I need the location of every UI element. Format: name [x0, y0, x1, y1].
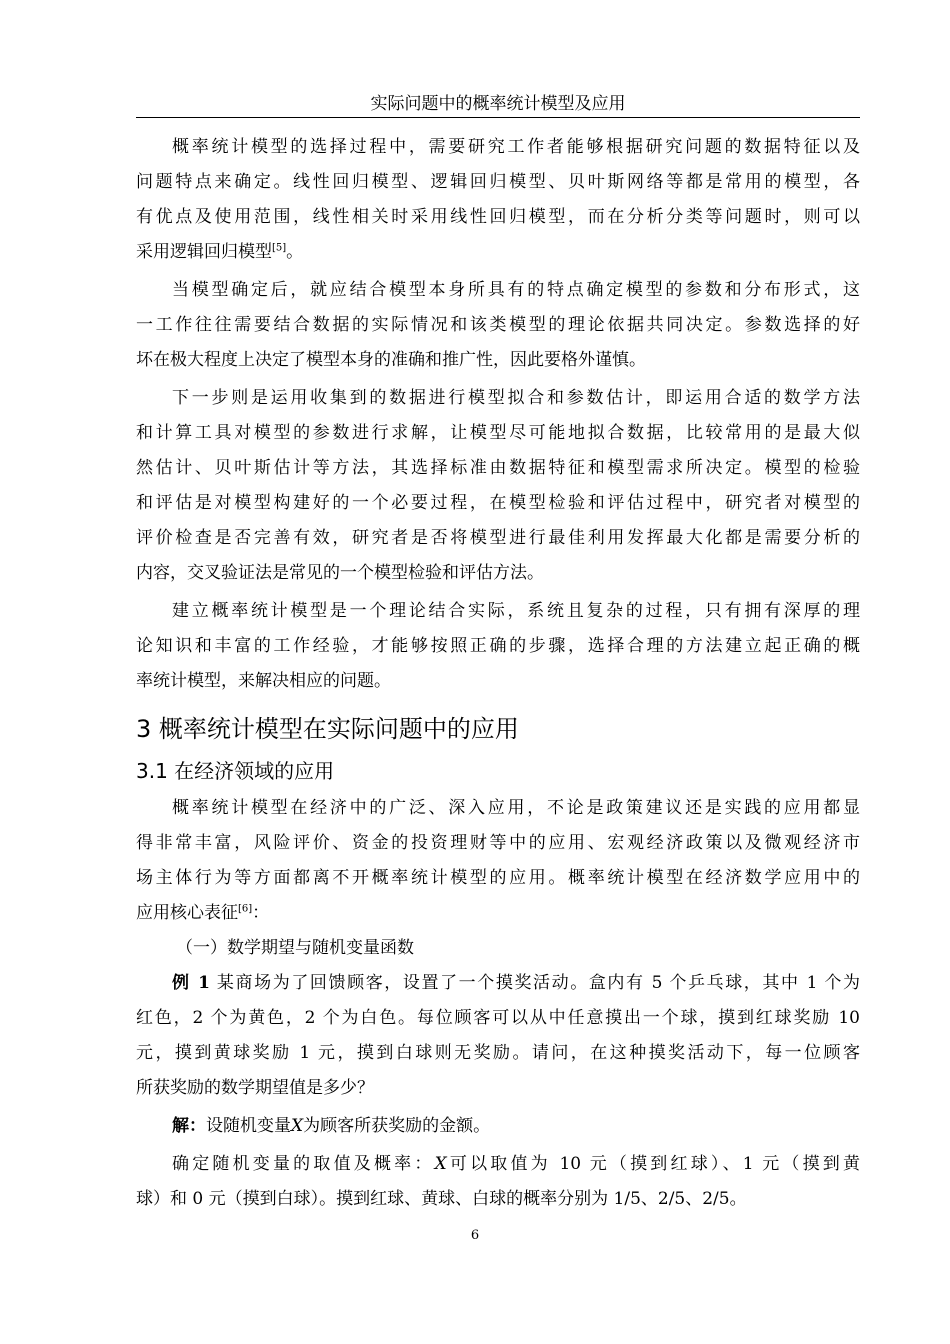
text-line: 所获奖励的数学期望值是多少？	[136, 1078, 374, 1098]
text-line: 红色，2 个为黄色，2 个为白色。每位顾客可以从中任意摸出一个球，摸到红球奖励 10	[136, 1008, 860, 1028]
text-line: 建立概率统计模型是一个理论结合实际，系统且复杂的过程，只有拥有深厚的理	[172, 601, 860, 621]
text-line: 当模型确定后，就应结合模型本身所具有的特点确定模型的参数和分布形式，这	[172, 280, 860, 300]
math-variable: X	[291, 1116, 304, 1136]
paragraph-economics	[136, 791, 860, 931]
example-block	[136, 966, 860, 1106]
text-line: 内容，交叉验证法是常见的一个模型检验和评估方法。	[136, 563, 544, 583]
page-number: 6	[470, 1228, 480, 1243]
text-line	[136, 896, 860, 931]
paragraph-model-fitting	[136, 381, 860, 591]
text-line	[136, 1147, 860, 1182]
solution-line	[136, 1109, 860, 1144]
text-run: 设随机变量	[206, 1116, 291, 1136]
subsection-heading: 3.1 在经济领域的应用	[136, 759, 335, 783]
text-line: 概率统计模型在经济中的广泛、深入应用，不论是政策建议还是实践的应用都显	[172, 798, 860, 818]
paragraph-model-building	[136, 594, 860, 699]
text-line: 概率统计模型的选择过程中，需要研究工作者能够根据研究问题的数据特征以及	[172, 137, 860, 157]
section-heading: 3 概率统计模型在实际问题中的应用	[136, 715, 519, 743]
text-line: 评价检查是否完善有效，研究者是否将模型进行最佳利用发挥最大化都是需要分析的	[136, 528, 860, 548]
text-line: 球）和 0 元（摸到白球）。摸到红球、黄球、白球的概率分别为 1/5、2/5、2/5。	[136, 1189, 747, 1209]
text-line: 得非常丰富，风险评价、资金的投资理财等中的应用、宏观经济政策以及微观经济市	[136, 833, 860, 853]
running-header: 实际问题中的概率统计模型及应用	[370, 94, 626, 114]
text-line: 论知识和丰富的工作经验，才能够按照正确的步骤，选择合理的方法建立起正确的概	[136, 636, 860, 656]
citation-ref: [5]	[272, 242, 287, 254]
text-line: 下一步则是运用收集到的数据进行模型拟合和参数估计，即运用合适的数学方法	[172, 388, 860, 408]
text-run: 应用核心表征	[136, 903, 238, 923]
paragraph-values	[136, 1147, 860, 1217]
example-label: 例 1	[172, 973, 210, 993]
text-line: 和计算工具对模型的参数进行求解，让模型尽可能地拟合数据，比较常用的是最大似	[136, 423, 860, 443]
header-rule	[136, 117, 860, 118]
body-text	[136, 130, 860, 1217]
text-run: 为顾客所获奖励的金额。	[303, 1116, 491, 1136]
text-line	[136, 966, 860, 1001]
text-line: 和评估是对模型构建好的一个必要过程，在模型检验和评估过程中，研究者对模型的	[136, 493, 860, 513]
citation-ref: [6]	[238, 903, 253, 915]
text-line: 坏在极大程度上决定了模型本身的准确和推广性，因此要格外谨慎。	[136, 350, 646, 370]
text-run: ：	[252, 903, 270, 923]
text-line	[136, 235, 860, 270]
text-run: 。	[286, 242, 304, 262]
text-line: 元，摸到黄球奖励 1 元，摸到白球则无奖励。请问，在这种摸奖活动下，每一位顾客	[136, 1043, 860, 1063]
sub-item-heading: （一）数学期望与随机变量函数	[176, 938, 414, 958]
text-line: 然估计、贝叶斯估计等方法，其选择标准由数据特征和模型需求所决定。模型的检验	[136, 458, 860, 478]
text-line: 有优点及使用范围，线性相关时采用线性回归模型，而在分析分类等问题时，则可以	[136, 207, 860, 227]
text-line: 一工作往往需要结合数据的实际情况和该类模型的理论依据共同决定。参数选择的好	[136, 315, 860, 335]
math-variable: X	[434, 1154, 447, 1174]
text-line: 率统计模型，来解决相应的问题。	[136, 671, 391, 691]
text-run: 可以取值为 10 元（摸到红球）、1 元（摸到黄	[446, 1154, 860, 1174]
text-run: 确定随机变量的取值及概率：	[172, 1154, 435, 1174]
paragraph-parameter-selection	[136, 273, 860, 378]
solution-label: 解：	[172, 1116, 206, 1136]
text-run: 采用逻辑回归模型	[136, 242, 272, 262]
paragraph-model-selection	[136, 130, 860, 270]
text-line: 场主体行为等方面都离不开概率统计模型的应用。概率统计模型在经济数学应用中的	[136, 868, 860, 888]
text-line: 问题特点来确定。线性回归模型、逻辑回归模型、贝叶斯网络等都是常用的模型，各	[136, 172, 860, 192]
text-run: 某商场为了回馈顾客，设置了一个摸奖活动。盒内有 5 个乒乓球，其中 1 个为	[209, 973, 860, 993]
